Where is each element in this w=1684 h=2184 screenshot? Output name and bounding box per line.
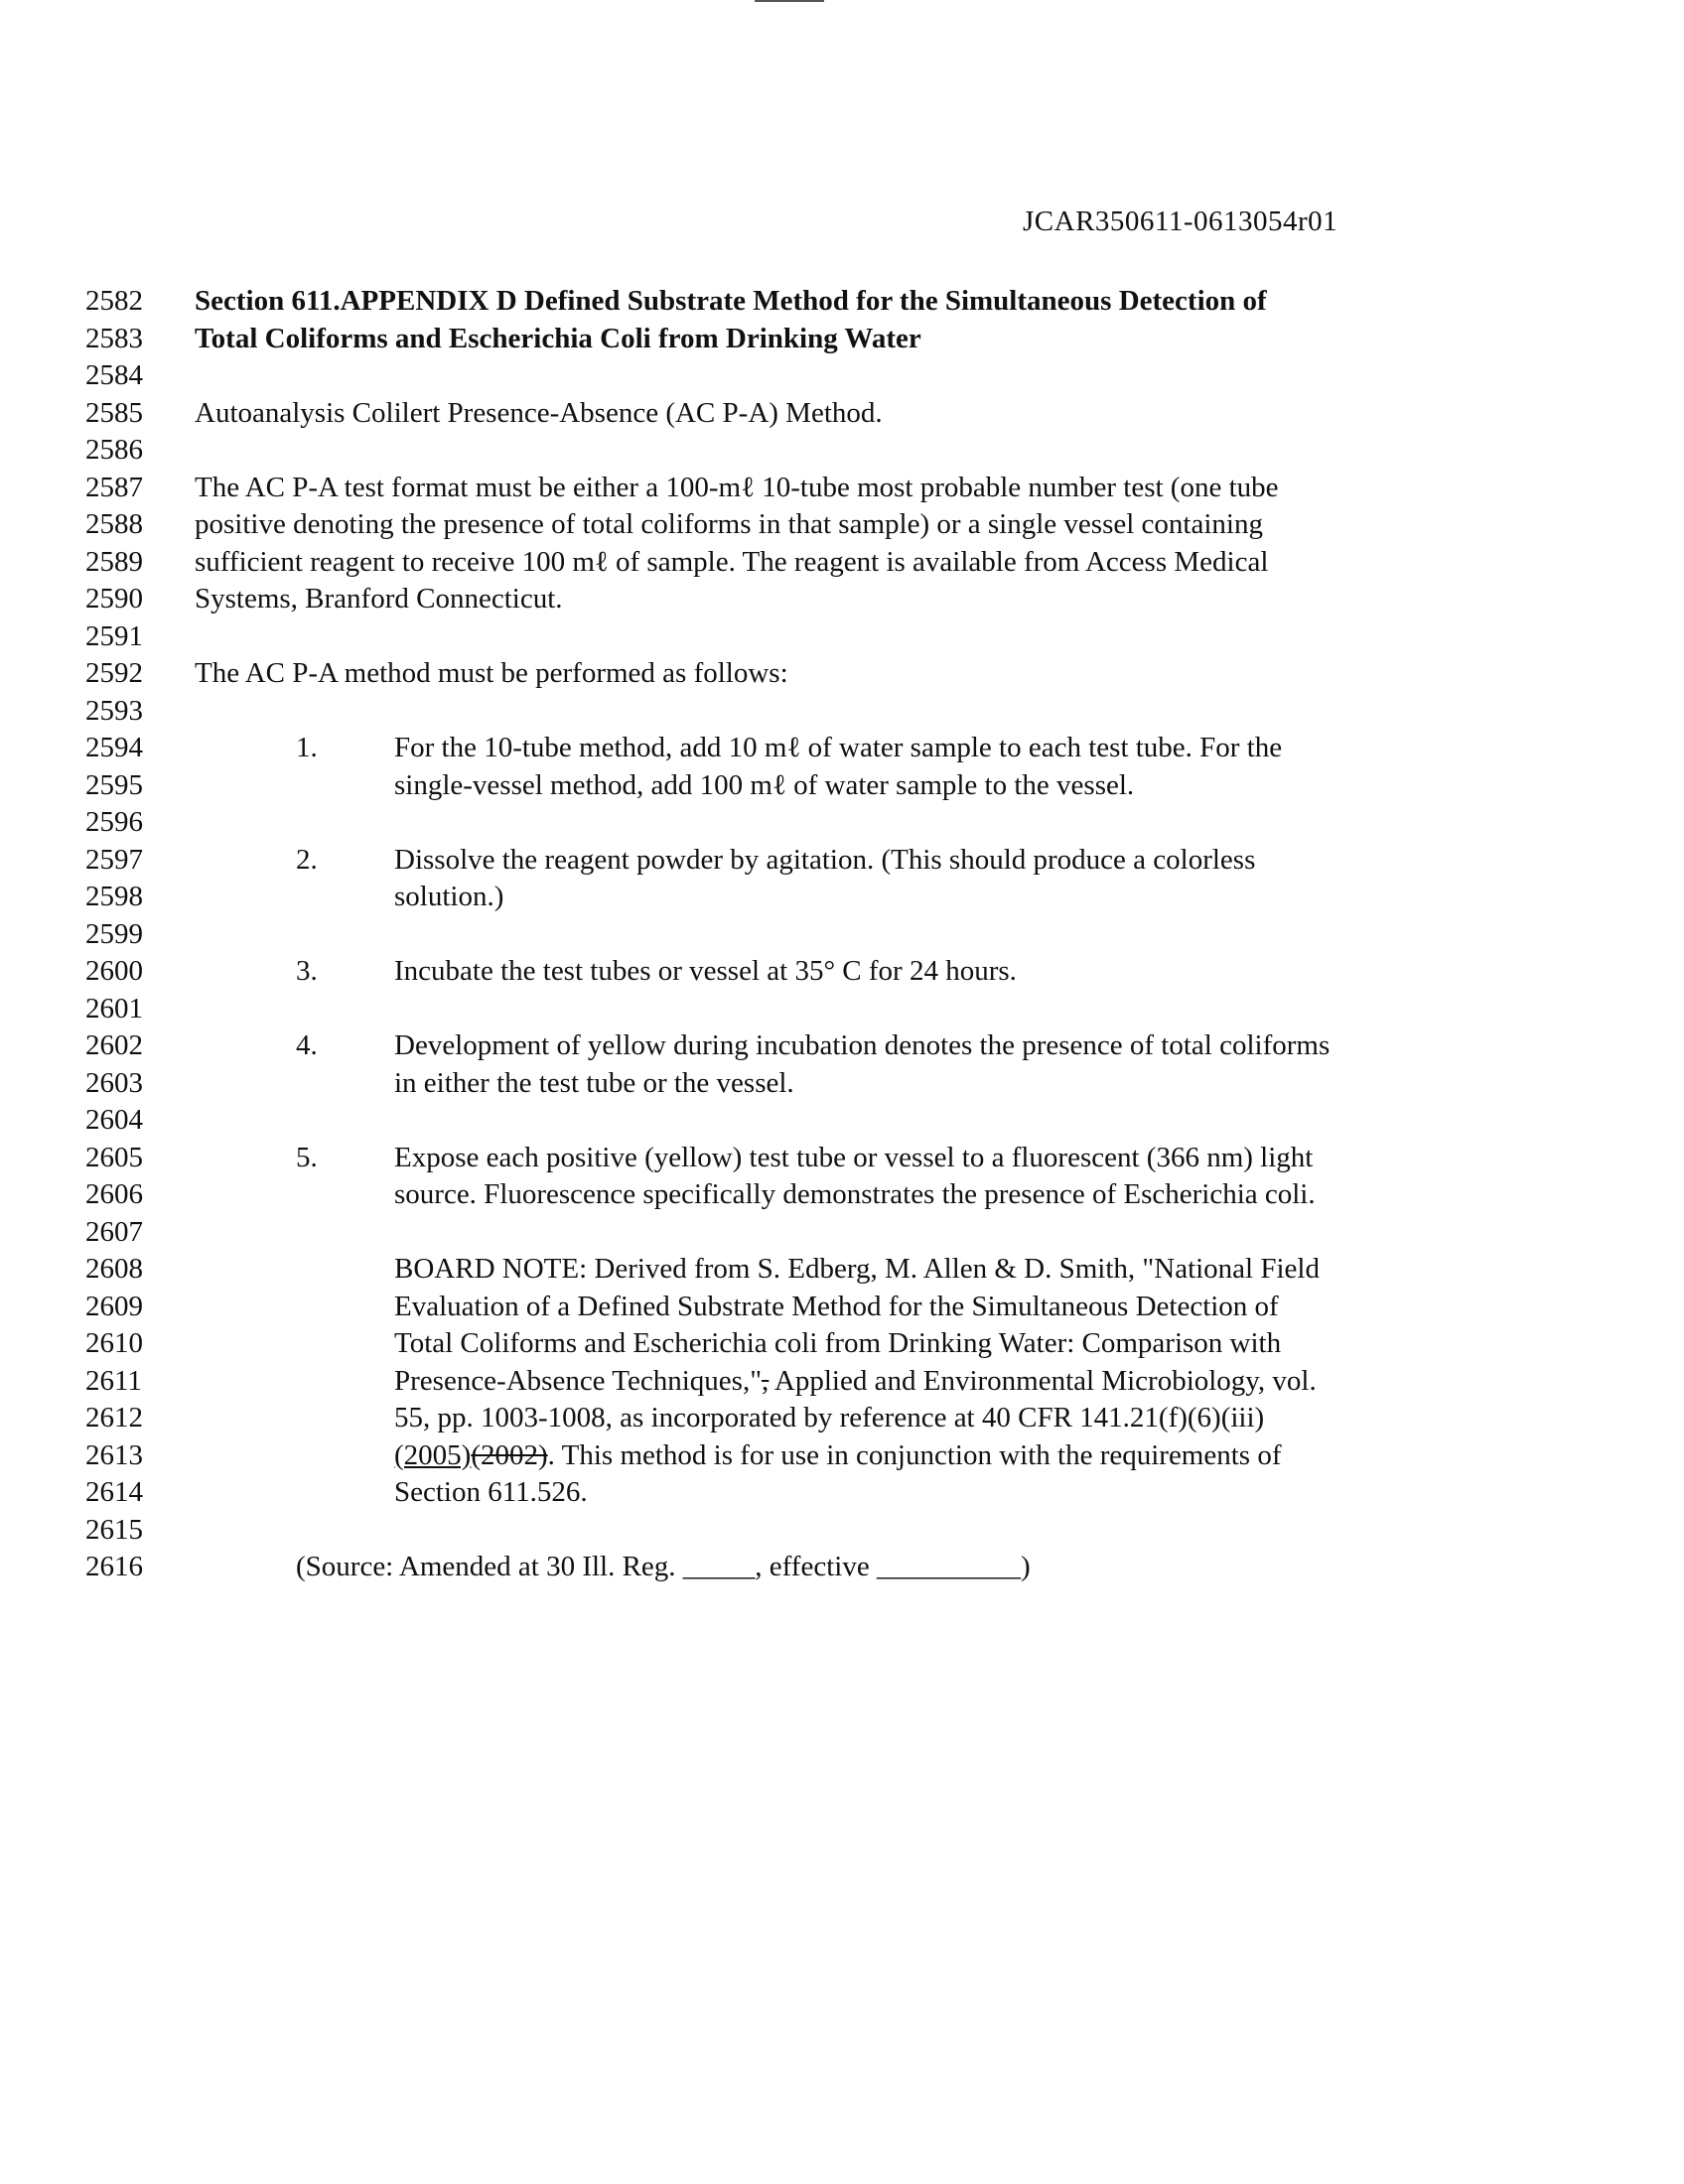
line-2609	[0, 1289, 1684, 1326]
line-2606	[0, 1176, 1684, 1214]
step-text: Dissolve the reagent powder by agitation. (This should produce a colorless	[394, 843, 1256, 876]
line-2593	[0, 693, 1684, 731]
line-number: 2604	[85, 1104, 143, 1136]
board-note-text: Section 611.526.	[394, 1476, 588, 1508]
paragraph-text: Systems, Branford Connecticut.	[195, 583, 563, 614]
line-2614	[0, 1474, 1684, 1512]
line-number: 2597	[85, 843, 143, 876]
line-number: 2608	[85, 1253, 143, 1285]
line-number: 2592	[85, 657, 143, 689]
line-number: 2610	[85, 1327, 143, 1359]
deleted-text: (2002)	[471, 1438, 548, 1471]
section-heading: Section 611.APPENDIX D Defined Substrate Method for the Simultaneous Detection of	[195, 285, 1267, 317]
line-2613	[0, 1437, 1684, 1475]
board-note-text: 55, pp. 1003-1008, as incorporated by reference at 40 CFR 141.21(f)(6)(iii)	[394, 1402, 1265, 1433]
board-note-text: Total Coliforms and Escherichia coli from Drinking Water: Comparison with	[394, 1327, 1282, 1359]
line-number: 2606	[85, 1178, 143, 1210]
line-number: 2585	[85, 396, 143, 429]
inserted-text: (2005)	[394, 1438, 472, 1471]
line-2604	[0, 1102, 1684, 1140]
line-number: 2598	[85, 881, 143, 912]
step-number: 3.	[296, 955, 318, 987]
line-number: 2582	[85, 285, 143, 317]
line-2591	[0, 618, 1684, 656]
line-number: 2590	[85, 583, 143, 614]
step-text: source. Fluorescence specifically demonstrates the presence of Escherichia coli.	[394, 1178, 1316, 1210]
line-2588	[0, 506, 1684, 544]
line-number: 2612	[85, 1402, 143, 1433]
line-2612	[0, 1400, 1684, 1437]
line-number: 2594	[85, 732, 143, 763]
text-segment: Presence-Absence Techniques	[394, 1364, 743, 1397]
line-2584	[0, 357, 1684, 395]
line-2603	[0, 1065, 1684, 1103]
line-2582	[0, 283, 1684, 321]
line-2607	[0, 1214, 1684, 1252]
step-text: solution.)	[394, 881, 504, 912]
top-rule	[755, 0, 824, 2]
line-number: 2589	[85, 545, 143, 578]
step-text: single-vessel method, add 100 mℓ of water sample to the vessel.	[394, 768, 1135, 801]
line-2599	[0, 916, 1684, 954]
paragraph-text: The AC P-A method must be performed as follows:	[195, 657, 788, 689]
step-number: 4.	[296, 1029, 318, 1061]
step-text: Development of yellow during incubation denotes the presence of total coliforms	[394, 1029, 1331, 1061]
line-2592	[0, 655, 1684, 693]
line-2587	[0, 470, 1684, 507]
line-2583	[0, 321, 1684, 358]
document-body	[0, 283, 1684, 1586]
line-number: 2591	[85, 619, 143, 652]
paragraph-text: positive denoting the presence of total coliforms in that sample) or a single vessel containing	[195, 508, 1263, 540]
line-number: 2603	[85, 1066, 143, 1099]
step-text: Incubate the test tubes or vessel at 35° C for 24 hours.	[394, 955, 1017, 987]
line-2589	[0, 544, 1684, 582]
line-2605	[0, 1140, 1684, 1177]
line-2598	[0, 879, 1684, 916]
text-segment: . This method is for use in conjunction with the requirements of	[547, 1438, 1282, 1471]
line-2594	[0, 730, 1684, 767]
step-number: 1.	[296, 732, 318, 763]
line-2586	[0, 432, 1684, 470]
line-2597	[0, 842, 1684, 880]
line-2590	[0, 581, 1684, 618]
text-segment: Applied and Environmental Microbiology, vol.	[769, 1364, 1317, 1397]
step-number: 5.	[296, 1141, 318, 1173]
line-number: 2595	[85, 768, 143, 801]
line-2611	[0, 1363, 1684, 1401]
line-number: 2616	[85, 1551, 143, 1582]
line-number: 2599	[85, 917, 143, 950]
line-2615	[0, 1512, 1684, 1550]
paragraph-text: The AC P-A test format must be either a 100-mℓ 10-tube most probable number test (one tube	[195, 471, 1279, 503]
line-2595	[0, 767, 1684, 805]
line-number: 2588	[85, 508, 143, 540]
line-number: 2607	[85, 1215, 143, 1248]
line-number: 2613	[85, 1438, 143, 1471]
line-number: 2601	[85, 992, 143, 1024]
line-number: 2615	[85, 1513, 143, 1546]
line-number: 2600	[85, 955, 143, 987]
board-note-text: Evaluation of a Defined Substrate Method for the Simultaneous Detection of	[394, 1290, 1279, 1322]
document-id: JCAR350611-0613054r01	[1023, 205, 1338, 237]
source-note: (Source: Amended at 30 Ill. Reg. _____, effective __________)	[296, 1551, 1031, 1582]
board-note-text	[394, 1437, 1282, 1475]
line-number: 2586	[85, 434, 143, 466]
step-number: 2.	[296, 843, 318, 876]
line-number: 2611	[85, 1364, 142, 1397]
section-heading-cont: Total Coliforms and Escherichia Coli from Drinking Water	[195, 322, 921, 354]
line-2601	[0, 991, 1684, 1028]
line-number: 2609	[85, 1290, 143, 1322]
line-number: 2614	[85, 1476, 143, 1508]
line-2610	[0, 1325, 1684, 1363]
line-number: 2602	[85, 1029, 143, 1061]
line-2608	[0, 1251, 1684, 1289]
board-note-text: BOARD NOTE: Derived from S. Edberg, M. Allen & D. Smith, "National Field	[394, 1253, 1320, 1285]
line-number: 2596	[85, 806, 143, 838]
paragraph-text: sufficient reagent to receive 100 mℓ of sample. The reagent is available from Access Medical	[195, 545, 1269, 578]
line-number: 2584	[85, 359, 143, 391]
line-number: 2587	[85, 471, 143, 503]
text-segment: "	[750, 1364, 763, 1397]
line-2602	[0, 1027, 1684, 1065]
line-2596	[0, 804, 1684, 842]
line-number: 2583	[85, 322, 143, 354]
line-number: 2593	[85, 694, 143, 727]
board-note-text	[394, 1363, 1317, 1401]
line-2585	[0, 395, 1684, 433]
line-2600	[0, 953, 1684, 991]
step-text: Expose each positive (yellow) test tube or vessel to a fluorescent (366 nm) light	[394, 1141, 1314, 1173]
line-number: 2605	[85, 1141, 143, 1173]
step-text: in either the test tube or the vessel.	[394, 1066, 794, 1099]
step-text: For the 10-tube method, add 10 mℓ of water sample to each test tube. For the	[394, 732, 1283, 763]
inserted-text: ,	[742, 1364, 751, 1397]
deleted-text: ,	[762, 1364, 770, 1397]
line-2616	[0, 1549, 1684, 1586]
method-title: Autoanalysis Colilert Presence-Absence (AC P-A) Method.	[195, 396, 883, 429]
